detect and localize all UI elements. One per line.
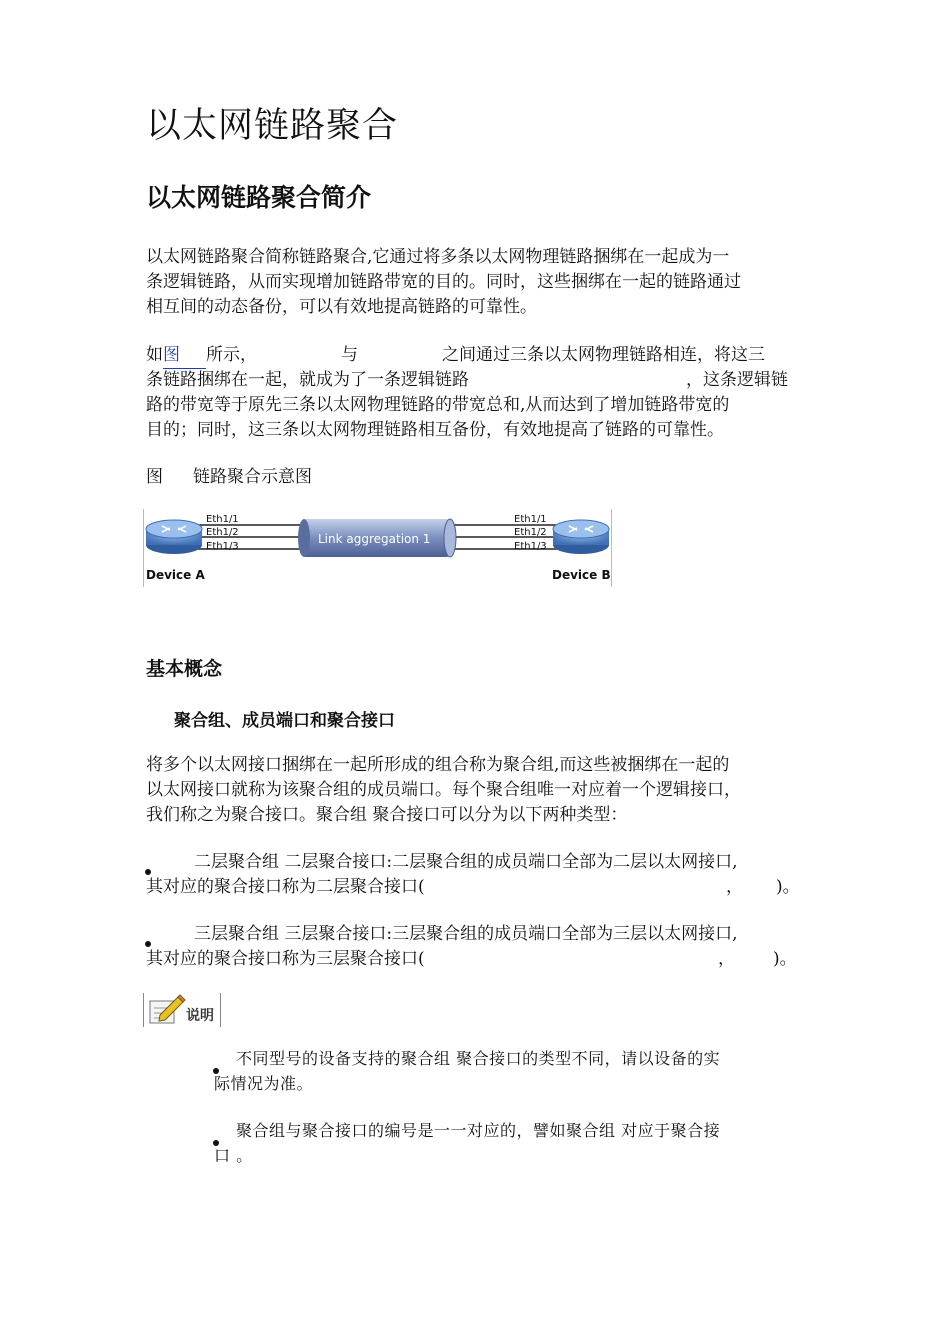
link-aggregation-label: Link aggregation 1 xyxy=(318,532,431,546)
concepts-heading: 基本概念 xyxy=(146,658,223,680)
layer2-line-1: 二层聚合组 二层聚合接口:二层聚合组的成员端口全部为二层以太网接口, xyxy=(194,852,738,872)
right-port-label-1: Eth1/1 xyxy=(514,514,547,525)
caption-prefix: 图 xyxy=(146,467,163,487)
figure-ref-line-2a: 条链路捆绑在一起，就成为了一条逻辑链路 xyxy=(146,370,469,390)
left-port-label-1: Eth1/1 xyxy=(206,514,239,525)
left-port-label-2: Eth1/2 xyxy=(206,527,239,538)
note-item-1-line-2: 际情况为准。 xyxy=(214,1074,314,1093)
figure-link[interactable]: 图 xyxy=(163,343,206,369)
layer2-line-2c: )。 xyxy=(776,877,800,897)
layer3-line-2c: )。 xyxy=(773,949,797,969)
link-aggregation-diagram xyxy=(144,509,611,587)
figure-ref-line-4: 目的；同时，这三条以太网物理链路相互备份，有效地提高了链路的可靠性。 xyxy=(146,420,724,440)
note-icon xyxy=(143,993,221,1027)
note-label: 说明 xyxy=(186,1008,214,1024)
intro-line-2: 条逻辑链路，从而实现增加链路带宽的目的。同时，这些捆绑在一起的链路通过 xyxy=(146,272,741,292)
caption-text: 链路聚合示意图 xyxy=(193,467,312,487)
intro-line-3: 相互间的动态备份，可以有效地提高链路的可靠性。 xyxy=(146,297,537,317)
text-segment: 所示， xyxy=(206,345,257,365)
note-item-1-line-1: 不同型号的设备支持的聚合组 聚合接口的类型不同，请以设备的实 xyxy=(236,1049,721,1068)
layer3-line-1: 三层聚合组 三层聚合接口:三层聚合组的成员端口全部为三层以太网接口, xyxy=(194,924,738,944)
device-a-label: Device A xyxy=(146,568,205,582)
pencil-notepad-icon xyxy=(144,993,220,1027)
figure-ref-line-1 xyxy=(146,343,257,369)
layer2-line-2a: 其对应的聚合接口称为二层聚合接口( xyxy=(146,877,425,897)
concepts-line-1: 将多个以太网接口捆绑在一起所形成的组合称为聚合组,而这些被捆绑在一起的 xyxy=(146,755,730,775)
intro-line-1: 以太网链路聚合简称链路聚合,它通过将多条以太网物理链路捆绑在一起成为一 xyxy=(146,247,730,267)
router-icon-left xyxy=(146,520,202,554)
figure-caption xyxy=(146,462,312,487)
text-segment: 与 xyxy=(341,345,358,365)
right-port-label-3: Eth1/3 xyxy=(514,541,547,552)
note-item-2-line-1: 聚合组与聚合接口的编号是一一对应的，譬如聚合组 对应于聚合接 xyxy=(236,1121,721,1140)
link-aggregation-figure xyxy=(143,509,612,587)
layer2-line-2b: ， xyxy=(726,877,743,897)
layer3-line-2a: 其对应的聚合接口称为三层聚合接口( xyxy=(146,949,425,969)
layer3-line-2b: ， xyxy=(718,949,735,969)
concepts-line-2: 以太网接口就称为该聚合组的成员端口。每个聚合组唯一对应着一个逻辑接口， xyxy=(146,780,741,800)
document-title: 以太网链路聚合 xyxy=(146,106,399,146)
section-heading: 以太网链路聚合简介 xyxy=(146,183,372,212)
figure-ref-line-2b: ，这条逻辑链 xyxy=(686,370,788,390)
text-segment: 如 xyxy=(146,345,163,365)
concepts-subheading: 聚合组、成员端口和聚合接口 xyxy=(174,711,395,731)
left-port-label-3: Eth1/3 xyxy=(206,541,239,552)
concepts-line-3: 我们称之为聚合接口。聚合组 聚合接口可以分为以下两种类型： xyxy=(146,805,628,825)
router-icon-right xyxy=(553,520,609,554)
note-item-2-line-2: 口 。 xyxy=(214,1146,253,1165)
device-b-label: Device B xyxy=(552,568,611,582)
text-segment: 之间通过三条以太网物理链路相连，将这三 xyxy=(442,345,765,365)
figure-ref-line-3: 路的带宽等于原先三条以太网物理链路的带宽总和,从而达到了增加链路带宽的 xyxy=(146,395,730,415)
right-port-label-2: Eth1/2 xyxy=(514,527,547,538)
